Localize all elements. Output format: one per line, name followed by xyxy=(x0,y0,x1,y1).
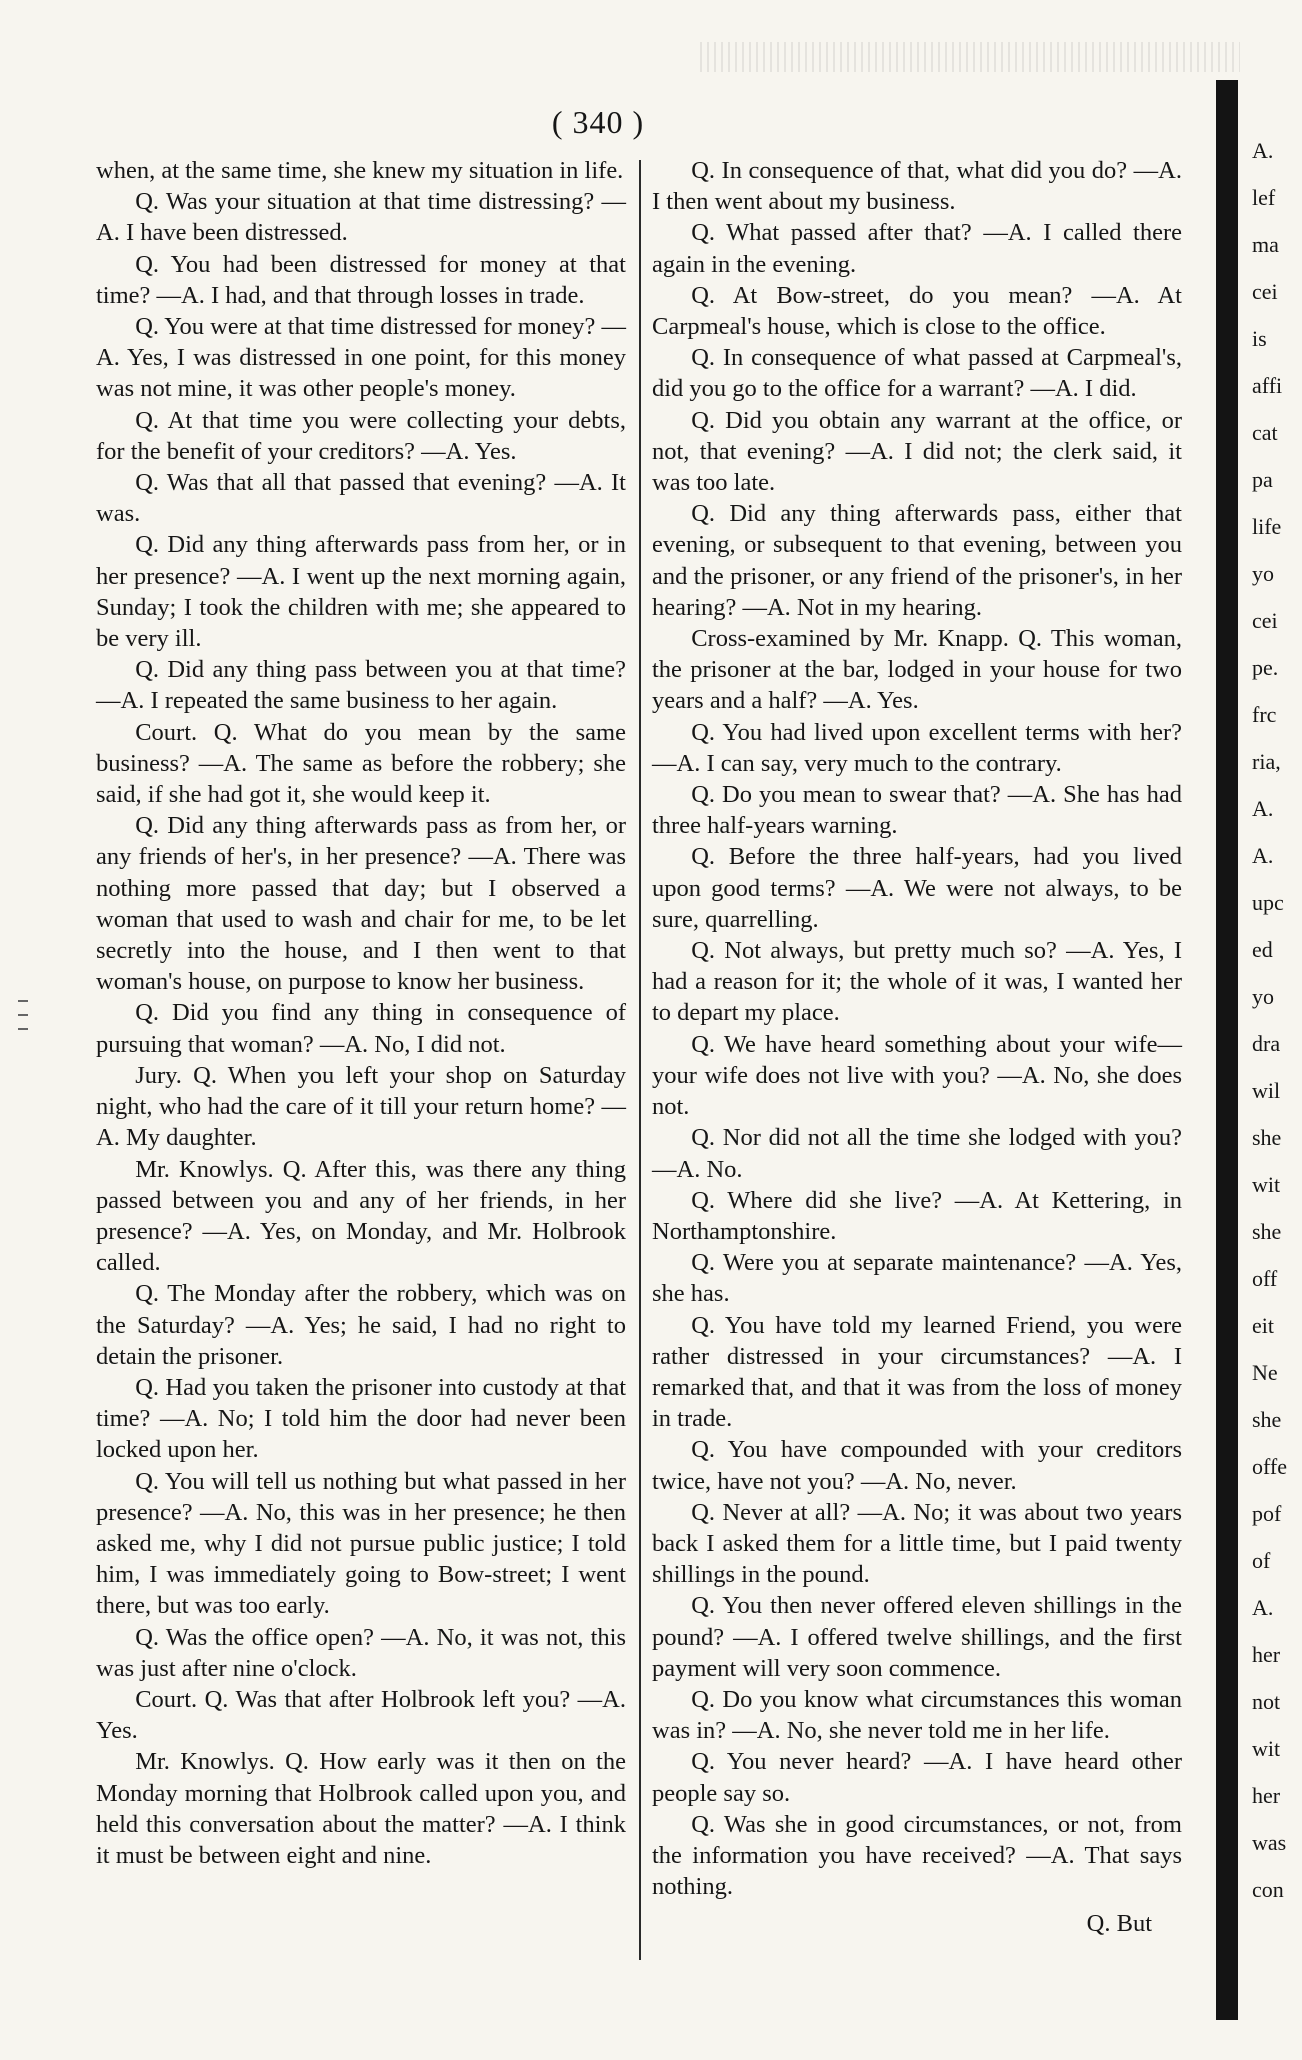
next-page-fragment: yo xyxy=(1252,561,1274,586)
next-page-fragment: off xyxy=(1252,1266,1278,1291)
next-page-fragment: lef xyxy=(1252,185,1276,210)
text-paragraph: Q. Not always, but pretty much so? —A. Yes, I had a reason for it; the whole of it was, I wanted her to depart my place. xyxy=(652,937,1182,1027)
next-page-fragment: pe. xyxy=(1252,655,1279,680)
next-page-fragment: pof xyxy=(1252,1501,1282,1526)
next-page-fragment: ed xyxy=(1252,937,1273,962)
margin-mark xyxy=(18,1014,28,1016)
text-paragraph: when, at the same time, she knew my situation in life. xyxy=(96,157,624,184)
text-paragraph: Q. You then never offered eleven shillings in the pound? —A. I offered twelve shillings, and the first payment will very soon commence. xyxy=(652,1592,1182,1682)
next-page-fragment: eit xyxy=(1252,1313,1274,1338)
text-paragraph: Q. Before the three half-years, had you lived upon good terms? —A. We were not always, to be sure, quarrelling. xyxy=(652,843,1182,933)
text-paragraph: Q. Had you taken the prisoner into custody at that time? —A. No; I told him the door had never been locked upon her. xyxy=(96,1373,626,1464)
next-page-fragment: wil xyxy=(1252,1078,1281,1103)
text-paragraph: Q. You will tell us nothing but what passed in her presence? —A. No, this was in her presence; he then asked me, why I did not pursue public justice; I told him, I was immediately going to Bow-street; I went there, but was too early. xyxy=(96,1467,626,1620)
text-paragraph: Q. You have compounded with your creditors twice, have not you? —A. No, never. xyxy=(652,1436,1182,1495)
text-paragraph: Q. You have told my learned Friend, you were rather distressed in your circumstances? —A. I remarked that, and that it was from the loss of money in trade. xyxy=(652,1311,1182,1433)
text-paragraph: Q. Was she in good circumstances, or not, from the information you have received? —A. That says nothing. xyxy=(652,1810,1182,1901)
text-paragraph: Q. Did any thing afterwards pass, either that evening, or subsequent to that evening, between you and the prisoner, or any friend of the prisoner's, in her hearing? —A. Not in my hearing. xyxy=(652,500,1182,621)
next-page-fragment: wit xyxy=(1252,1736,1281,1761)
text-paragraph: Q. You were at that time distressed for money? —A. Yes, I was distressed in one point, for this money was not mine, it was other people's money. xyxy=(96,313,626,403)
text-paragraph: Q. Do you know what circumstances this woman was in? —A. No, she never told me in her life. xyxy=(652,1685,1182,1745)
next-page-fragment: not xyxy=(1252,1689,1281,1714)
text-paragraph: Q. In consequence of that, what did you do? —A. I then went about my business. xyxy=(652,157,1182,216)
text-paragraph: Q. Nor did not all the time she lodged with you? —A. No. xyxy=(652,1124,1182,1183)
text-paragraph: Q. Was the office open? —A. No, it was not, this was just after nine o'clock. xyxy=(96,1623,626,1682)
next-page-fragment: life xyxy=(1252,514,1282,539)
text-paragraph: Q. You had lived upon excellent terms with her? —A. I can say, very much to the contrary. xyxy=(652,718,1182,777)
text-paragraph: Q. Did you obtain any warrant at the office, or not, that evening? —A. I did not; the clerk said, it was too late. xyxy=(652,406,1182,497)
text-paragraph: Q. At that time you were collecting your debts, for the benefit of your creditors? —A. Yes. xyxy=(96,406,626,465)
margin-mark xyxy=(18,1028,28,1030)
next-page-fragment: A. xyxy=(1252,796,1274,821)
next-page-fragment: of xyxy=(1252,1548,1271,1573)
next-page-fragment: upc xyxy=(1252,890,1284,915)
text-paragraph: Court. Q. Was that after Holbrook left you? —A. Yes. xyxy=(96,1685,626,1745)
next-page-fragment: dra xyxy=(1252,1031,1281,1056)
text-paragraph: Q. Was that all that passed that evening? —A. It was. xyxy=(96,469,626,528)
text-paragraph: Q. The Monday after the robbery, which was on the Saturday? —A. Yes; he said, I had no right to detain the prisoner. xyxy=(96,1280,626,1370)
text-paragraph: Q. Do you mean to swear that? —A. She has had three half-years warning. xyxy=(652,781,1182,840)
text-paragraph: Mr. Knowlys. Q. How early was it then on the Monday morning that Holbrook called upon you, and held this conversation about the matter? —A. I think it must be between eight and nine. xyxy=(96,1748,626,1869)
next-page-fragment: pa xyxy=(1252,467,1273,492)
text-paragraph: Jury. Q. When you left your shop on Saturday night, who had the care of it till your return home? —A. My daughter. xyxy=(96,1061,626,1152)
next-page-fragment: A. xyxy=(1252,1595,1274,1620)
book-gutter-shadow xyxy=(1216,80,1238,2020)
text-paragraph: Q. You never heard? —A. I have heard other people say so. xyxy=(652,1748,1182,1807)
next-page-fragment: ria, xyxy=(1252,749,1281,774)
text-paragraph: Q. Was your situation at that time distressing? —A. I have been distressed. xyxy=(96,188,626,247)
next-page-fragment: she xyxy=(1252,1219,1282,1244)
next-page-fragment: affi xyxy=(1252,373,1283,398)
text-paragraph: Q. You had been distressed for money at that time? —A. I had, and that through losses in trade. xyxy=(96,250,626,309)
catchword: Q. But xyxy=(1086,1910,1152,1938)
next-page-fragment: her xyxy=(1252,1642,1281,1667)
next-page-fragment: was xyxy=(1252,1830,1287,1855)
right-column xyxy=(652,155,1182,1940)
next-page-fragment: ma xyxy=(1252,232,1279,257)
text-paragraph: Q. We have heard something about your wife—your wife does not live with you? —A. No, she does not. xyxy=(652,1030,1182,1121)
text-paragraph: Q. Never at all? —A. No; it was about two years back I asked them for a little time, but I paid twenty shillings in the pound. xyxy=(652,1498,1182,1589)
next-page-fragment: cat xyxy=(1252,420,1278,445)
text-paragraph: Mr. Knowlys. Q. After this, was there any thing passed between you and any of her friends, in her presence? —A. Yes, on Monday, and Mr. Holbrook called. xyxy=(96,1155,626,1277)
next-page-fragment: cei xyxy=(1252,608,1278,633)
next-page-fragment: she xyxy=(1252,1125,1282,1150)
next-page-fragment: yo xyxy=(1252,984,1274,1009)
next-page-fragment: is xyxy=(1252,326,1267,351)
text-paragraph: Q. Did any thing afterwards pass as from her, or any friends of her's, in her presence? —A. There was nothing more passed that day; but I observed a woman that used to wash and chair for me, to be let secretly into the house, and I then went to that woman's house, on purpose to know her business. xyxy=(96,812,626,996)
next-page-fragment: wit xyxy=(1252,1172,1281,1197)
text-paragraph: Q. Were you at separate maintenance? —A. Yes, she has. xyxy=(652,1249,1182,1308)
margin-mark xyxy=(18,1000,28,1002)
page-number: ( 340 ) xyxy=(551,104,645,140)
text-paragraph: Q. At Bow-street, do you mean? —A. At Carpmeal's house, which is close to the office. xyxy=(652,281,1182,341)
next-page-fragment: A. xyxy=(1252,843,1274,868)
text-paragraph: Q. Did you find any thing in consequence of pursuing that woman? —A. No, I did not. xyxy=(96,999,626,1058)
text-paragraph: Court. Q. What do you mean by the same business? —A. The same as before the robbery; she said, if she had got it, she would keep it. xyxy=(96,718,626,809)
text-paragraph: Q. Did any thing pass between you at that time? —A. I repeated the same business to her again. xyxy=(96,656,626,715)
column-divider xyxy=(639,160,641,1960)
text-paragraph: Q. What passed after that? —A. I called there again in the evening. xyxy=(652,219,1182,278)
next-page-fragment: frc xyxy=(1252,702,1277,727)
left-column xyxy=(96,155,626,1871)
scan-noise xyxy=(700,42,1240,72)
next-page-fragment: she xyxy=(1252,1407,1282,1432)
next-page-fragment: her xyxy=(1252,1783,1281,1808)
next-page-fragment: cei xyxy=(1252,279,1278,304)
text-paragraph: Q. Did any thing afterwards pass from her, or in her presence? —A. I went up the next morning again, Sunday; I took the children with me; she appeared to be very ill. xyxy=(96,531,626,653)
next-page-edge xyxy=(1250,80,1302,2040)
next-page-fragment: con xyxy=(1252,1877,1284,1902)
next-page-fragment: offe xyxy=(1252,1454,1288,1479)
next-page-fragment: Ne xyxy=(1252,1360,1278,1385)
text-paragraph: Q. Where did she live? —A. At Kettering, in Northamptonshire. xyxy=(652,1186,1182,1245)
text-paragraph: Cross-examined by Mr. Knapp. Q. This woman, the prisoner at the bar, lodged in your house for two years and a half? —A. Yes. xyxy=(652,625,1182,715)
text-paragraph: Q. In consequence of what passed at Carpmeal's, did you go to the office for a warrant? —A. I did. xyxy=(652,344,1182,403)
next-page-fragment: A. xyxy=(1252,138,1274,163)
